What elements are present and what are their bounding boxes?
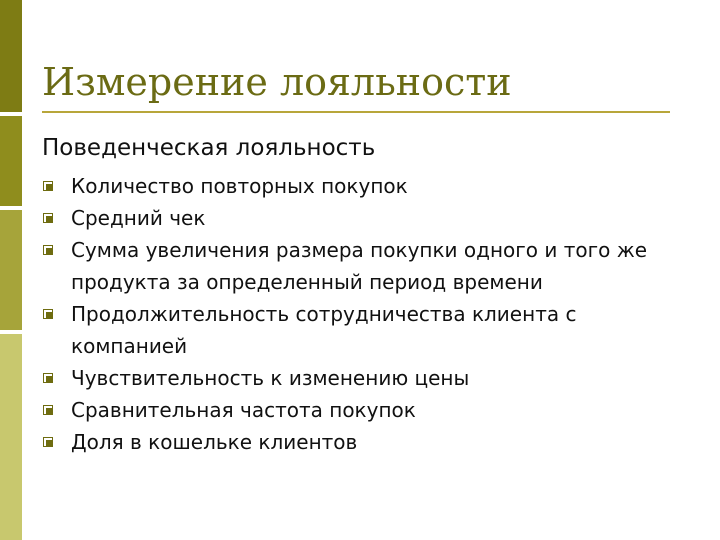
title-underline — [42, 111, 670, 113]
bullet-item — [42, 298, 682, 362]
bullet-text: Количество повторных покупок — [71, 174, 408, 198]
slide-subtitle: Поведенческая лояльность — [42, 135, 376, 161]
bullet-text: Сумма увеличения размера покупки одного и того же продукта за определенный период времени — [71, 238, 648, 294]
square-bullet-icon — [43, 245, 53, 255]
bullet-item — [42, 202, 682, 234]
bullet-text: Продолжительность сотрудничества клиента с компанией — [71, 302, 577, 358]
side-bar-segment — [0, 0, 22, 112]
bullet-text: Доля в кошельке клиентов — [71, 430, 358, 454]
bullet-item — [42, 394, 682, 426]
square-bullet-icon — [43, 181, 53, 191]
side-bar-segment — [0, 116, 22, 206]
bullet-text: Средний чек — [71, 206, 206, 230]
square-bullet-icon — [43, 373, 53, 383]
side-bar-segment — [0, 210, 22, 330]
square-bullet-icon — [43, 213, 53, 223]
square-bullet-icon — [43, 437, 53, 447]
bullet-item — [42, 362, 682, 394]
bullet-item — [42, 234, 682, 298]
slide-title: Измерение лояльности — [42, 60, 512, 104]
square-bullet-icon — [43, 405, 53, 415]
bullet-text: Чувствительность к изменению цены — [71, 366, 470, 390]
bullet-item — [42, 170, 682, 202]
square-bullet-icon — [43, 309, 53, 319]
side-bar-segment — [0, 334, 22, 540]
bullet-text: Сравнительная частота покупок — [71, 398, 416, 422]
bullet-item — [42, 426, 682, 458]
bullet-list — [42, 170, 682, 458]
decorative-side-bar — [0, 0, 22, 540]
